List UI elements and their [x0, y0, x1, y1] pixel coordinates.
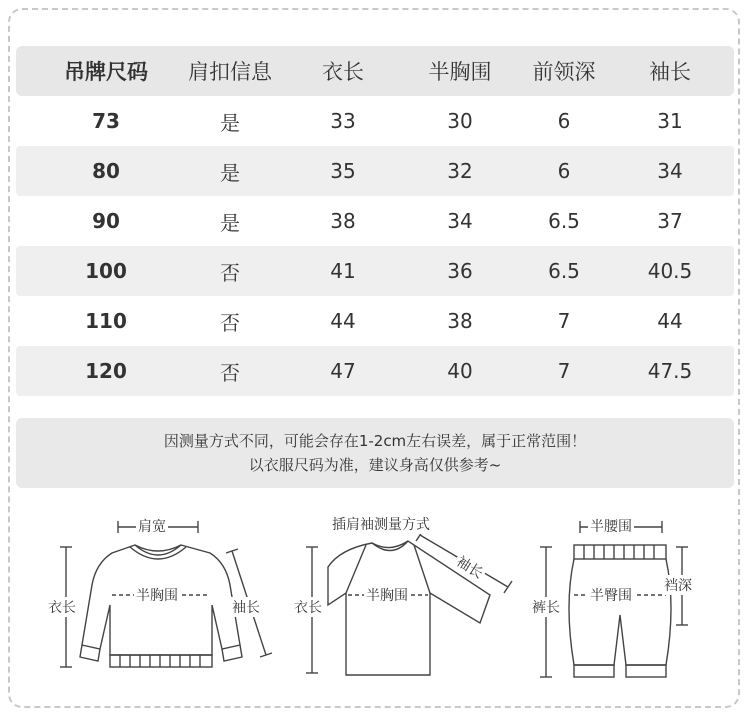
header-chest: 半胸围 — [428, 60, 492, 84]
table-row — [16, 296, 734, 346]
pants-length-label: 裤长 — [530, 597, 562, 617]
pants-diagram — [530, 505, 730, 695]
header-size: 吊牌尺码 — [64, 60, 148, 84]
raglan-sleeve-label: 袖长 — [451, 550, 489, 584]
cell-chest: 36 — [447, 259, 473, 283]
header-sleeve: 袖长 — [649, 60, 691, 84]
cell-neck: 6 — [557, 109, 571, 133]
cell-sleeve: 40.5 — [647, 259, 693, 283]
table-header — [16, 46, 734, 96]
cell-size: 120 — [85, 359, 127, 383]
sweater-shoulder-label: 肩宽 — [136, 516, 168, 536]
cell-neck: 6 — [557, 159, 571, 183]
cell-size: 90 — [92, 209, 120, 233]
cell-length: 33 — [330, 109, 356, 133]
table-row — [16, 246, 734, 296]
cell-length: 38 — [330, 209, 356, 233]
header-neck: 前领深 — [532, 60, 596, 84]
cell-size: 110 — [85, 309, 127, 333]
raglan-title: 插肩袖测量方式 — [330, 514, 432, 534]
pants-rise-label: 裆深 — [662, 575, 694, 595]
cell-neck: 6.5 — [548, 209, 580, 233]
cell-button: 是 — [220, 160, 240, 185]
cell-chest: 30 — [447, 109, 473, 133]
cell-chest: 32 — [447, 159, 473, 183]
cell-button: 是 — [220, 210, 240, 235]
cell-button: 是 — [220, 110, 240, 135]
cell-button: 否 — [220, 360, 240, 385]
table-row — [16, 346, 734, 396]
cell-size: 73 — [92, 109, 120, 133]
cell-neck: 7 — [557, 309, 571, 333]
raglan-diagram — [290, 505, 510, 695]
sweater-diagram — [40, 505, 260, 695]
cell-chest: 34 — [447, 209, 473, 233]
cell-size: 80 — [92, 159, 120, 183]
raglan-length-label: 衣长 — [292, 597, 324, 617]
cell-sleeve: 31 — [657, 109, 683, 133]
raglan-chest-label: 半胸围 — [364, 585, 410, 605]
pants-thigh-label: 半臀围 — [588, 585, 634, 605]
cell-button: 否 — [220, 260, 240, 285]
note-line-2: 以衣服尺码为准，建议身高仅供参考~ — [248, 456, 502, 474]
measurement-note — [16, 418, 734, 488]
cell-neck: 7 — [557, 359, 571, 383]
table-row — [16, 96, 734, 146]
note-line-1: 因测量方式不同，可能会存在1-2cm左右误差，属于正常范围！ — [163, 432, 587, 450]
cell-sleeve: 37 — [657, 209, 683, 233]
cell-button: 否 — [220, 310, 240, 335]
cell-sleeve: 34 — [657, 159, 683, 183]
sweater-chest-label: 半胸围 — [134, 585, 180, 605]
cell-size: 100 — [85, 259, 127, 283]
header-button: 肩扣信息 — [188, 60, 272, 84]
cell-neck: 6.5 — [548, 259, 580, 283]
sweater-sleeve-label: 袖长 — [230, 597, 262, 617]
cell-length: 44 — [330, 309, 356, 333]
pants-waist-label: 半腰围 — [588, 516, 634, 536]
cell-chest: 40 — [447, 359, 473, 383]
cell-chest: 38 — [447, 309, 473, 333]
sweater-length-label: 衣长 — [46, 597, 78, 617]
cell-sleeve: 47.5 — [647, 359, 693, 383]
cell-length: 35 — [330, 159, 356, 183]
table-row — [16, 146, 734, 196]
header-length: 衣长 — [322, 60, 364, 84]
table-row — [16, 196, 734, 246]
cell-length: 41 — [330, 259, 356, 283]
size-table — [16, 46, 734, 396]
cell-sleeve: 44 — [657, 309, 683, 333]
cell-length: 47 — [330, 359, 356, 383]
